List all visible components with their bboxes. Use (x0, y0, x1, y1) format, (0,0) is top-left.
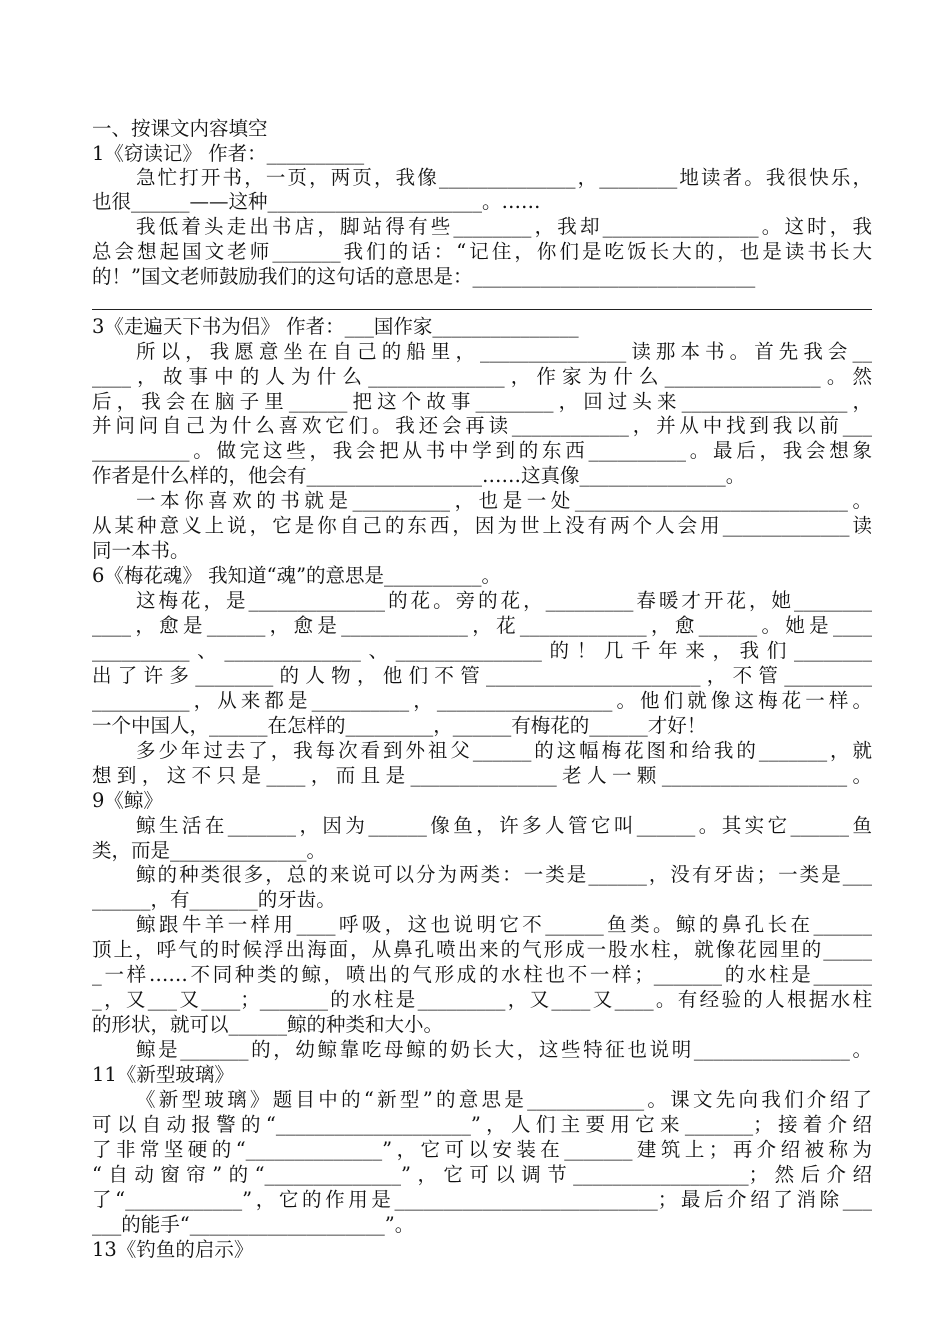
text-line: __________。做完这些，我会把从书中学到的东西__________。最后，我会想象 (92, 439, 872, 462)
text-line: _，又___又____；_______的水柱是_________，又____又____。有经验的人根据水柱 (92, 988, 872, 1011)
text-line: 从某种意义上说，它是你自己的东西，因为世上没有两个人会用_____________读 (92, 514, 872, 537)
text-line: __________、______________、_______________的！几千年来，我们________ (92, 639, 872, 662)
lesson-title: 6《梅花魂》 我知道“魂”的意思是__________。 (92, 564, 502, 587)
lesson-title: 13《钓鱼的启示》 (92, 1238, 254, 1261)
lesson-title: 11《新型玻璃》 (92, 1063, 234, 1086)
text-line: 的形状，就可以______鲸的种类和大小。 (92, 1013, 444, 1036)
lesson-title: 1《窃读记》 作者：__________ (92, 142, 365, 165)
text-line: 一本你喜欢的书就是__________，也是一处____________________________。 (136, 489, 872, 512)
text-line: 鲸的种类很多，总的来说可以分为两类：一类是______，没有牙齿；一类是___ (136, 863, 872, 886)
text-line: ______，有_______的牙齿。 (92, 888, 336, 911)
text-line: 这梅花，是______________的花。旁的花，_________春暖才开花，她________ (136, 589, 872, 612)
text-line: 可以自动报警的“____________________”，人们主要用它来_______；接着介绍 (92, 1113, 872, 1136)
text-line: 同一本书。 (92, 539, 190, 562)
text-line: 并问问自己为什么喜欢它们。我还会再读____________，并从中找到我以前___ (92, 414, 872, 437)
text-line: 多少年过去了，我每次看到外祖父______的这幅梅花图和给我的_______，就 (136, 739, 872, 762)
text-line: 的！”国文老师鼓励我们的这句话的意思是：_____________________________ (92, 265, 756, 288)
text-line: _一样……不同种类的鲸，喷出的气形成的水柱也不一样；_______的水柱是______ (92, 963, 872, 986)
text-line: 作者是什么样的，他会有__________________……这真像_______________。 (92, 464, 746, 487)
text-line: 想到，这不只是____，而且是_______________老人一颗___________________。 (92, 764, 872, 787)
text-line: 也很______——这种______________________。…… (92, 190, 541, 213)
text-line: 急忙打开书，一页，两页，我像______________，________地读者。我很快乐， (136, 166, 872, 189)
text-line: “自动窗帘”的“______________”，它可以调节__________________；然后介绍 (92, 1163, 872, 1186)
text-line: __________，从来都是__________，__________________。他们就像这梅花一样。 (92, 689, 872, 712)
text-line: 了“____________”，它的作用是___________________________；最后介绍了消除___ (92, 1188, 872, 1211)
text-line: ___的能手“____________________”。 (92, 1213, 415, 1236)
text-line: 类，而是______________。 (92, 839, 327, 862)
text-line: 出了许多________的人物，他们不管______________________，不管_________ (92, 664, 872, 687)
text-line: 所以，我愿意坐在自己的船里，_______________读那本书。首先我会__ (136, 340, 872, 363)
answer-rule (92, 309, 872, 310)
text-line: 鲸是_______的，幼鲸靠吃母鲸的奶长大，这些特征也说明________________。 (136, 1038, 872, 1061)
text-line: 顶上，呼气的时候浮出海面，从鼻孔喷出来的气形成一股水柱，就像花园里的_____ (92, 938, 872, 961)
text-line: 一个中国人，______在怎样的_________，______有梅花的______才好！ (92, 714, 707, 737)
text-line: 了非常坚硬的“______________”，它可以安装在_______建筑上；再介绍被称为 (92, 1138, 872, 1161)
text-line: 《新型玻璃》题目中的“新型”的意思是____________。课文先向我们介绍了 (136, 1088, 872, 1111)
lesson-title: 9《鲸》 (92, 789, 163, 812)
text-line: ____，愈是______，愈是_____________，花_____________，愈______。她是____ (92, 614, 872, 637)
text-line: 鲸跟牛羊一样用____呼吸，这也说明它不______鱼类。鲸的鼻孔长在______ (136, 913, 872, 936)
text-line: 后，我会在脑子里______把这个故事________，回过头来_________________， (92, 390, 872, 413)
text-line: ____，故事中的人为什么______________，作家为什么________________。然 (92, 365, 872, 388)
text-line: 我低着头走出书店，脚站得有些________，我却________________。这时，我 (136, 215, 872, 238)
section-heading: 一、按课文内容填空 (92, 117, 268, 140)
text-line: 总会想起国文老师_______我们的话：“记住，你们是吃饭长大的，也是读书长大 (92, 240, 872, 263)
text-line: 鲸生活在_______，因为______像鱼，许多人管它叫______。其实它______鱼 (136, 814, 872, 837)
lesson-title: 3《走遍天下书为侣》 作者：___国作家_______________ (92, 315, 579, 338)
